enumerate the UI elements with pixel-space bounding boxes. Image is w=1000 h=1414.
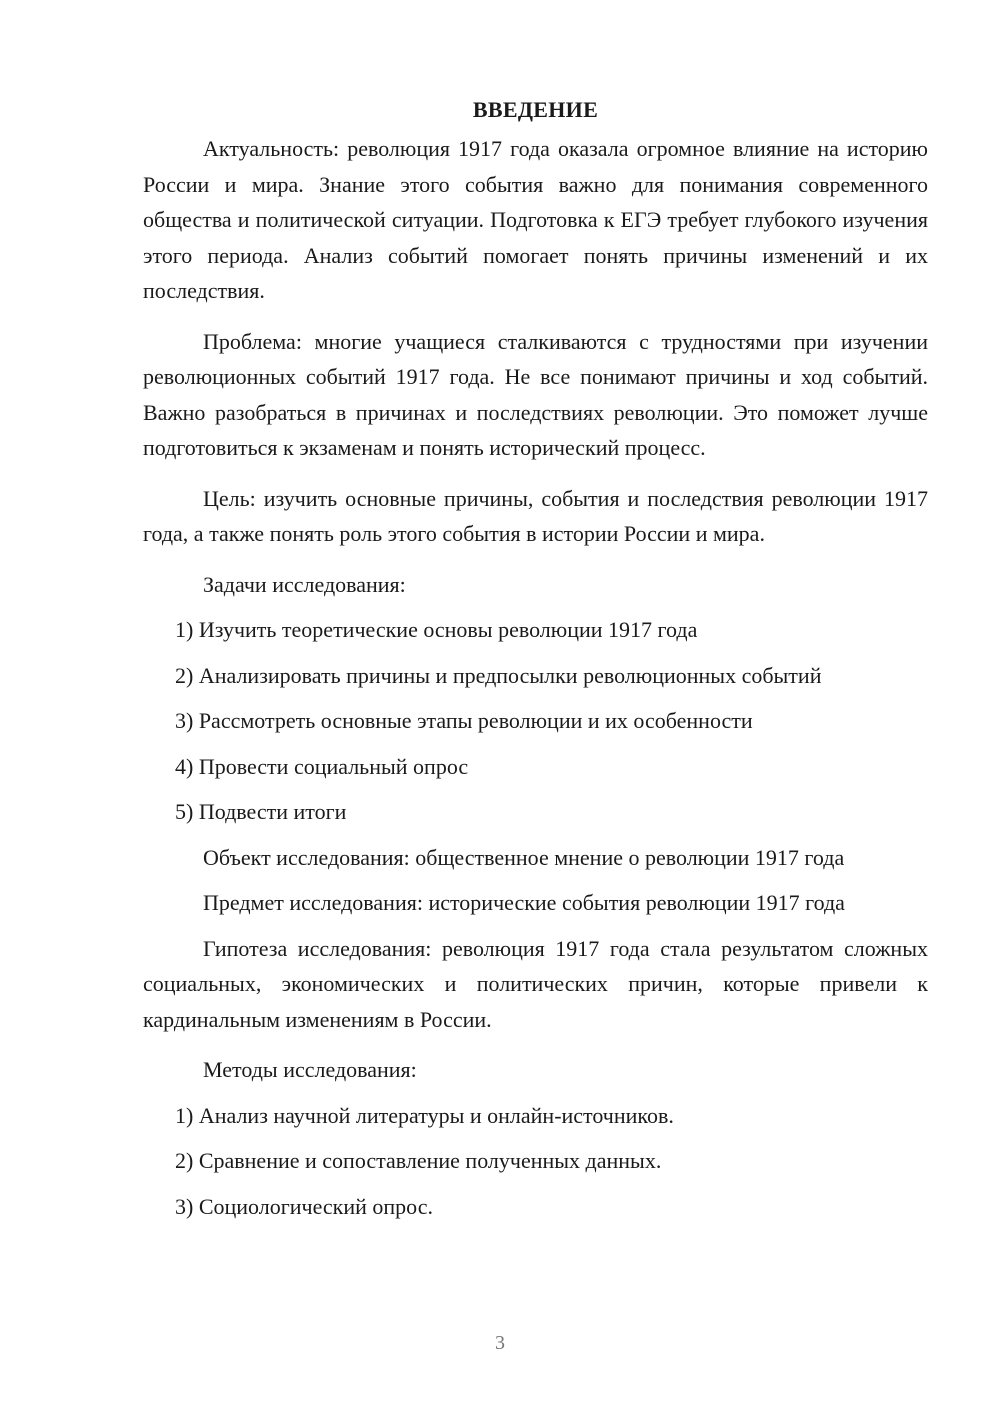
goal-paragraph: Цель: изучить основные причины, события и последствия революции 1917 года, а также понять роль этого события в истории России и мира. <box>143 485 928 546</box>
task-item: 3) Рассмотреть основные этапы революции и их особенности <box>175 708 753 733</box>
tasks-heading: Задачи исследования: <box>203 571 406 597</box>
subject-line: Предмет исследования: исторические события революции 1917 года <box>203 890 845 915</box>
object-line: Объект исследования: общественное мнение о революции 1917 года <box>203 844 845 870</box>
problem-paragraph: Проблема: многие учащиеся сталкиваются с трудностями при изучении революционных событий 1917 года. Не все понимают причины и ход событий. Важно разобраться в причинах и последствиях революции. Это поможет лучше подготовиться к экзаменам и понять исторический процесс. <box>143 328 928 460</box>
task-item: 2) Анализировать причины и предпосылки революционных событий <box>175 662 822 688</box>
method-item: 3) Социологический опрос. <box>175 1193 433 1219</box>
method-item: 1) Анализ научной литературы и онлайн-источников. <box>175 1102 674 1128</box>
task-item: 4) Провести социальный опрос <box>175 753 469 779</box>
document-page <box>143 92 928 1234</box>
methods-heading: Методы исследования: <box>203 1057 417 1082</box>
hypothesis-paragraph: Гипотеза исследования: революция 1917 года стала результатом сложных социальных, экономических и политических причин, которые привели к кардинальным изменениям в России. <box>143 935 928 1032</box>
task-item: 5) Подвести итоги <box>175 799 347 824</box>
relevance-paragraph: Актуальность: революция 1917 года оказала огромное влияние на историю России и мира. Знание этого события важно для понимания современного общества и политической ситуации. Подготовка к ЕГЭ требует глубокого изучения этого периода. Анализ событий помогает понять причины изменений и их последствия. <box>143 136 928 303</box>
task-item: 1) Изучить теоретические основы революции 1917 года <box>175 617 698 642</box>
page-number: 3 <box>495 1332 505 1354</box>
method-item: 2) Сравнение и сопоставление полученных данных. <box>175 1148 662 1173</box>
section-title: ВВЕДЕНИЕ <box>472 97 599 122</box>
